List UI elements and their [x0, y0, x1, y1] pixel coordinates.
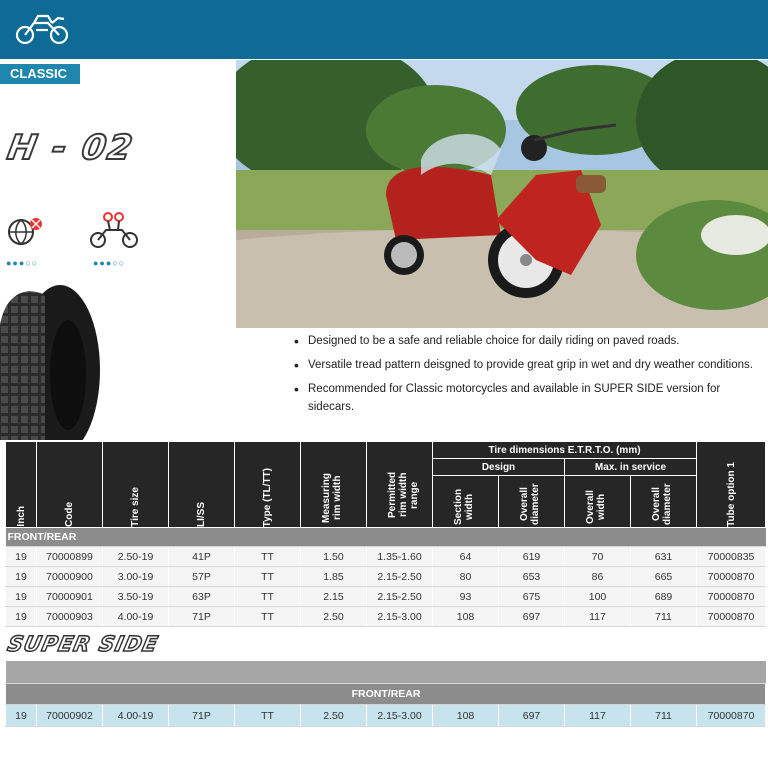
table-cell: 86 [565, 567, 631, 587]
model-name: H - 02 [4, 128, 138, 168]
sidecar-photo [236, 60, 768, 328]
header-type: Type (TL/TT) [235, 442, 301, 528]
table-cell: 70000835 [697, 547, 766, 567]
table-cell: 19 [6, 567, 37, 587]
header-tire-dimensions: Tire dimensions E.T.R.T.O. (mm) [433, 442, 697, 459]
motorcycle-icon [14, 10, 70, 46]
table-row [6, 547, 766, 567]
table-cell: 64 [433, 547, 499, 567]
table-cell: 70000899 [37, 547, 103, 567]
feature-list [292, 332, 762, 413]
header-tube-option: Tube option 1 [697, 442, 766, 528]
header-overall-width: Overall width [565, 476, 631, 528]
spec-table [5, 441, 766, 627]
table-cell: 3.50-19 [103, 587, 169, 607]
table-cell: 631 [631, 547, 697, 567]
table-cell: 2.50 [301, 607, 367, 627]
table-row [6, 607, 766, 627]
table-cell: TT [235, 705, 301, 727]
table-cell: 70000901 [37, 587, 103, 607]
header-design: Design [433, 459, 565, 476]
table-cell: 117 [565, 607, 631, 627]
super-side-section-label: FRONT/REAR [6, 684, 766, 705]
table-cell: 70000902 [37, 705, 103, 727]
table-cell: 70 [565, 547, 631, 567]
table-cell: 19 [6, 705, 37, 727]
table-cell: 63P [169, 587, 235, 607]
table-row [6, 587, 766, 607]
table-cell: TT [235, 567, 301, 587]
header-inch: Inch [6, 442, 37, 528]
motorcycle-riders-icon [88, 210, 140, 250]
table-cell: 1.35-1.60 [367, 547, 433, 567]
table-cell: 4.00-19 [103, 705, 169, 727]
table-cell: 2.15 [301, 587, 367, 607]
table-cell: 1.50 [301, 547, 367, 567]
table-cell: 2.15-3.00 [367, 705, 433, 727]
table-cell: 697 [499, 607, 565, 627]
table-cell: 93 [433, 587, 499, 607]
table-cell: 2.15-2.50 [367, 567, 433, 587]
super-side-table [5, 661, 766, 727]
table-cell: 2.15-2.50 [367, 587, 433, 607]
table-cell: 71P [169, 705, 235, 727]
header-li-ss: LI/SS [169, 442, 235, 528]
feature-item: • Versatile tread pattern deisgned to provide great grip in wet and dry weather conditions. [292, 356, 762, 380]
table-cell: TT [235, 547, 301, 567]
table-cell: 117 [565, 705, 631, 727]
header-code: Code [37, 442, 103, 528]
table-cell: 19 [6, 547, 37, 567]
feature-item: • Recommended for Classic motorcycles and available in SUPER SIDE version for sidecars. [292, 380, 762, 404]
table-cell: 665 [631, 567, 697, 587]
header-overall-diameter: Overall diameter [499, 476, 565, 528]
header-measuring-rim: Measuring rim width [301, 442, 367, 528]
tire-image [0, 285, 100, 440]
section-label: FRONT/REAR [6, 528, 766, 547]
super-side-title: SUPER SIDE [5, 632, 161, 656]
header-overall-diameter-2: Overall diameter [631, 476, 697, 528]
table-cell: 19 [6, 587, 37, 607]
table-cell: 711 [631, 705, 697, 727]
table-cell: 2.50 [301, 705, 367, 727]
table-cell: 2.15-3.00 [367, 607, 433, 627]
table-cell: TT [235, 607, 301, 627]
table-cell: 100 [565, 587, 631, 607]
header-bar [0, 0, 768, 59]
table-cell: 70000903 [37, 607, 103, 627]
header-permitted-rim: Permitted rim width range [367, 442, 433, 528]
road-globe-icon [6, 210, 46, 250]
table-cell: 70000870 [697, 587, 766, 607]
table-cell: 108 [433, 705, 499, 727]
table-cell: 697 [499, 705, 565, 727]
table-cell: 675 [499, 587, 565, 607]
table-cell: 1.85 [301, 567, 367, 587]
table-cell: 108 [433, 607, 499, 627]
usage-rating-2: ●●●○○ [93, 258, 126, 268]
table-cell: TT [235, 587, 301, 607]
usage-rating-1: ●●●○○ [6, 258, 39, 268]
table-cell: 2.50-19 [103, 547, 169, 567]
table-cell: 689 [631, 587, 697, 607]
table-cell: 57P [169, 567, 235, 587]
super-side-spacer [6, 661, 766, 684]
header-max-service: Max. in service [565, 459, 697, 476]
table-cell: 19 [6, 607, 37, 627]
table-cell: 71P [169, 607, 235, 627]
table-row [6, 567, 766, 587]
category-badge: CLASSIC [0, 64, 80, 84]
table-cell: 653 [499, 567, 565, 587]
table-cell: 619 [499, 547, 565, 567]
header-tire-size: Tire size [103, 442, 169, 528]
table-cell: 4.00-19 [103, 607, 169, 627]
table-cell: 3.00-19 [103, 567, 169, 587]
table-cell: 70000870 [697, 607, 766, 627]
table-cell: 70000900 [37, 567, 103, 587]
table-cell: 41P [169, 547, 235, 567]
table-row [6, 705, 766, 727]
header-section-width: Section width [433, 476, 499, 528]
table-cell: 80 [433, 567, 499, 587]
table-cell: 70000870 [697, 567, 766, 587]
feature-item: • Designed to be a safe and reliable choice for daily riding on paved roads. [292, 332, 762, 356]
table-cell: 711 [631, 607, 697, 627]
table-cell: 70000870 [697, 705, 766, 727]
